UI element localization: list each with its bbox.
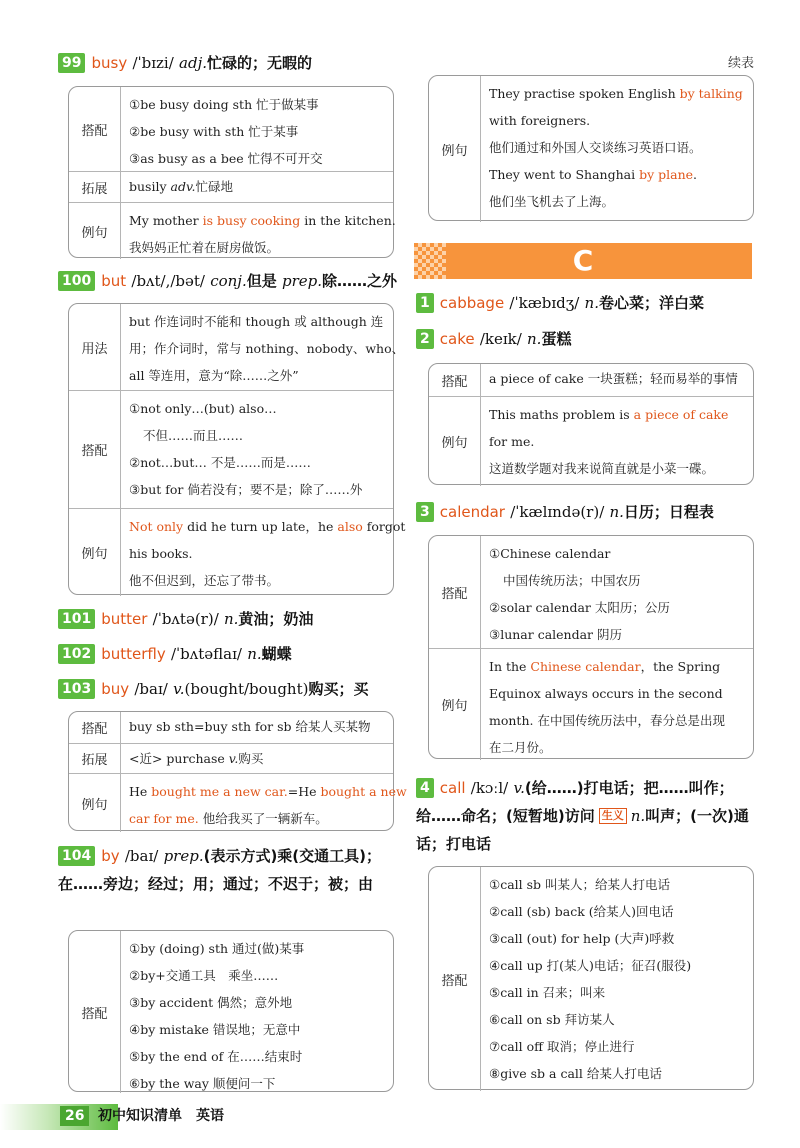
collocation-item: ⑤by the end of 在……结束时 [129,1049,303,1064]
collocation-list [121,931,393,1093]
entry-number: 1 [416,293,434,313]
example-text: did he turn up late，he [183,519,338,534]
headword: by [101,847,120,865]
collocation-item: 中国传统历法；中国农历 [503,573,641,588]
entry-butterfly-head [58,641,292,667]
row-label-collocation: 搭配 [429,536,481,648]
page-number: 26 [60,1106,89,1126]
example-text: with foreigners. [489,113,591,128]
example-highlight: bought me a new car. [151,784,288,799]
collocation-list [121,391,393,508]
headword: cake [439,330,475,348]
row-label-usage: 用法 [69,304,121,390]
entry-cake-head [416,326,571,352]
example-text: his books. [129,546,193,561]
example-highlight: by plane [639,167,694,182]
part-of-speech: v. [513,779,525,797]
extension-word: busily [129,179,167,194]
entry-number: 101 [58,609,95,629]
phonetic: /bʌt/,/bət/ [131,272,205,290]
collocation-item: ③call (out) for help (大声)呼救 [489,931,675,946]
row-label-example: 例句 [429,76,481,222]
row-label-example: 例句 [429,649,481,760]
sense: 购买；买 [308,680,369,698]
part-of-speech: adj. [179,54,207,72]
example-translation: 他们通过和外国人交谈练习英语口语。 [489,140,702,155]
part-of-speech: n. [223,610,239,628]
row-label-collocation: 搭配 [69,712,121,743]
phonetic: /baɪ/ [134,680,168,698]
row-label-extension: 拓展 [69,744,121,773]
row-label-example: 例句 [69,774,121,832]
collocation-item: ②by+交通工具 乘坐…… [129,968,279,983]
sense: 忙碌的；无暇的 [207,54,313,72]
part-of-speech: n. [527,330,542,348]
collocation-item: ③lunar calendar 阴历 [489,627,623,642]
example-text: forgot [362,519,406,534]
part-of-speech: v. [173,680,185,698]
example-highlight: Chinese calendar [530,659,641,674]
collocation-item: ⑤call in 召来；叫来 [489,985,606,1000]
extension-pos: adv. [170,179,196,194]
cake-table [428,363,754,485]
entry-by-head [58,842,394,898]
entry-number: 100 [58,271,95,291]
example-text: He [129,784,152,799]
part-of-speech: n. [247,645,262,663]
collocation-item: ①be busy doing sth 忙于做某事 [129,97,319,112]
example-text: In the [489,659,531,674]
entry-but-head [58,268,397,294]
entry-butter-head [58,606,313,632]
entry-number: 99 [58,53,85,73]
part-of-speech: n. [584,294,599,312]
entry-number: 102 [58,644,95,664]
row-label-collocation: 搭配 [69,931,121,1093]
phonetic: /ˈkælɪndə(r)/ [510,503,605,521]
example-text: My mother [129,213,203,228]
row-label-example: 例句 [69,509,121,596]
buy-table [68,711,407,831]
entry-number: 4 [416,778,434,798]
phonetic: /ˈbʌtəflaɪ/ [170,645,242,663]
example-highlight: is busy cooking [202,213,301,228]
by-table [68,930,394,1092]
collocation-item: ①Chinese calendar [489,546,611,561]
sense: 日历；日程表 [623,503,714,521]
phonetic: /keɪk/ [479,330,522,348]
example-translation: 他给我买了一辆新车。 [198,811,328,826]
part-of-speech: n. [630,807,646,825]
example-highlight: bought a new [320,784,407,799]
usage-line: but 作连词时不能和 though 或 although 连 [129,314,384,329]
entry-number: 3 [416,502,434,522]
extension-word: <近> purchase [129,751,225,766]
phonetic: /ˈkæbɪdʒ/ [509,294,580,312]
entry-call-head [416,774,752,858]
continued-label: 续表 [727,56,754,71]
collocation-item: ③as busy as a bee 忙得不可开交 [129,151,323,166]
phonetic: /kɔːl/ [470,779,509,797]
example-cell [481,649,753,760]
row-label-collocation: 搭配 [429,364,481,396]
collocation-item: ④call up 打(某人)电话；征召(服役) [489,958,692,973]
example-cell [121,509,411,596]
sense: (给……)打电话；把……叫作；给……命名；(短暂地)访问 [416,779,734,825]
example-highlight: car for me. [129,811,199,826]
new-meaning-tag: 生义 [599,808,627,824]
collocation-item: ④by mistake 错误地；无意中 [129,1022,301,1037]
example-highlight: by talking [679,86,743,101]
example-text: They practise spoken English [489,86,680,101]
sense: 卷心菜；洋白菜 [598,294,704,312]
footer-title: 初中知识清单 英语 [98,1108,224,1124]
row-label-example: 例句 [69,203,121,259]
usage-line: all 等连用，意为“除……之外” [129,368,299,383]
collocation-item: ⑧give sb a call 给某人打电话 [489,1066,662,1081]
collocation-item: ③by accident 偶然；意外地 [129,995,293,1010]
part-of-speech: n. [609,503,624,521]
headword: call [439,779,466,797]
phonetic: /ˈbʌtə(r)/ [152,610,219,628]
collocation-item: ①by (doing) sth 通过(做)某事 [129,941,305,956]
row-label-collocation: 搭配 [69,391,121,508]
row-label-extension: 拓展 [69,172,121,202]
collocation-item: ⑥by the way 顺便问一下 [129,1076,276,1091]
extension-sense: 购买 [238,751,264,766]
example-cell [121,203,402,259]
collocation-item: ①call sb 叫某人；给某人打电话 [489,877,671,892]
headword: buy [101,680,130,698]
example-text: =He [287,784,321,799]
collocation-item: ②be busy with sth 忙于某事 [129,124,299,139]
sense: 蝴蝶 [261,645,292,663]
collocation-item: ⑦call off 取消；停止进行 [489,1039,635,1054]
row-label-example: 例句 [429,397,481,486]
entry-number: 104 [58,846,95,866]
call-table [428,866,754,1090]
example-text: They went to Shanghai [489,167,640,182]
sense: 但是 [246,272,277,290]
collocation-item: 不但……而且…… [143,428,244,443]
headword: cabbage [439,294,505,312]
usage-line: 用；作介词时，常与 nothing、nobody、who、 [129,341,405,356]
extension-pos: v. [228,751,239,766]
headword: calendar [439,503,505,521]
collocation-list [481,867,753,1091]
example-highlight: a piece of cake [633,407,729,422]
example-text: month. 在中国传统历法中，春分总是出现 [489,713,725,728]
collocation-item: buy sb sth=buy sth for sb 给某人买某物 [129,719,371,734]
example-text: ，the Spring [640,659,721,674]
example-text: Equinox always occurs in the second [489,686,723,701]
row-label-collocation: 搭配 [429,867,481,1091]
entry-busy-head [58,50,312,76]
example-translation: 我妈妈正忙着在厨房做饭。 [129,240,280,255]
busy-table [68,86,394,258]
section-letter-banner [414,243,752,279]
example-highlight: Not only [129,519,184,534]
example-text: for me. [489,434,535,449]
sense: 叫声；(一次)通话；打电话 [416,807,749,853]
section-letter: C [572,244,594,277]
example-translation: 他不但迟到，还忘了带书。 [129,573,280,588]
example-highlight: also [337,519,363,534]
headword: busy [91,54,128,72]
example-translation: 这道数学题对我来说简直就是小菜一碟。 [489,461,715,476]
entry-number: 2 [416,329,434,349]
example-text: This maths problem is [489,407,634,422]
verb-forms: (bought/bought) [184,680,309,698]
headword: but [101,272,127,290]
collocation-item: ①not only…(but) also… [129,401,277,416]
example-cell [121,774,413,832]
example-translation: 他们坐飞机去了上海。 [489,194,615,209]
example-text: in the kitchen. [300,213,396,228]
phonetic: /ˈbɪzi/ [132,54,174,72]
entry-calendar-head [416,499,714,525]
calendar-table [428,535,754,759]
example-translation: 在二月份。 [489,740,552,755]
collocation-item: ⑥call on sb 拜访某人 [489,1012,615,1027]
part-of-speech: conj. [210,272,247,290]
sense: 除……之外 [322,272,398,290]
collocation-item: ③but for 倘若没有；要不是；除了……外 [129,482,363,497]
collocation-list [121,87,393,171]
by-continued-table [428,75,754,221]
phonetic: /baɪ/ [124,847,159,865]
part-of-speech: prep. [281,272,323,290]
but-table [68,303,406,595]
headword: butter [101,610,148,628]
sense: (表示方式)乘(交通工具)；在……旁边；经过；用；通过；不迟于；被；由 [58,847,382,893]
sense: 蛋糕 [541,330,572,348]
extension-sense: 忙碌地 [195,179,234,194]
extension-cell [121,172,393,202]
headword: butterfly [101,645,166,663]
collocation-item: a piece of cake 一块蛋糕；轻而易举的事情 [489,371,738,386]
example-text: . [693,167,698,182]
usage-cell [121,304,410,390]
collocation-list [481,536,753,648]
collocation-item: ②not…but… 不是……而是…… [129,455,311,470]
sense: 黄油；奶油 [238,610,314,628]
collocation-item: ②call (sb) back (给某人)回电话 [489,904,674,919]
part-of-speech: prep. [163,847,204,865]
entry-buy-head [58,676,368,702]
example-cell [481,397,753,486]
entry-cabbage-head [416,290,704,316]
extension-cell [121,744,393,773]
entry-number: 103 [58,679,95,699]
collocation-item: ②solar calendar 太阳历；公历 [489,600,670,615]
example-cell [481,76,753,222]
row-label-collocation: 搭配 [69,87,121,171]
